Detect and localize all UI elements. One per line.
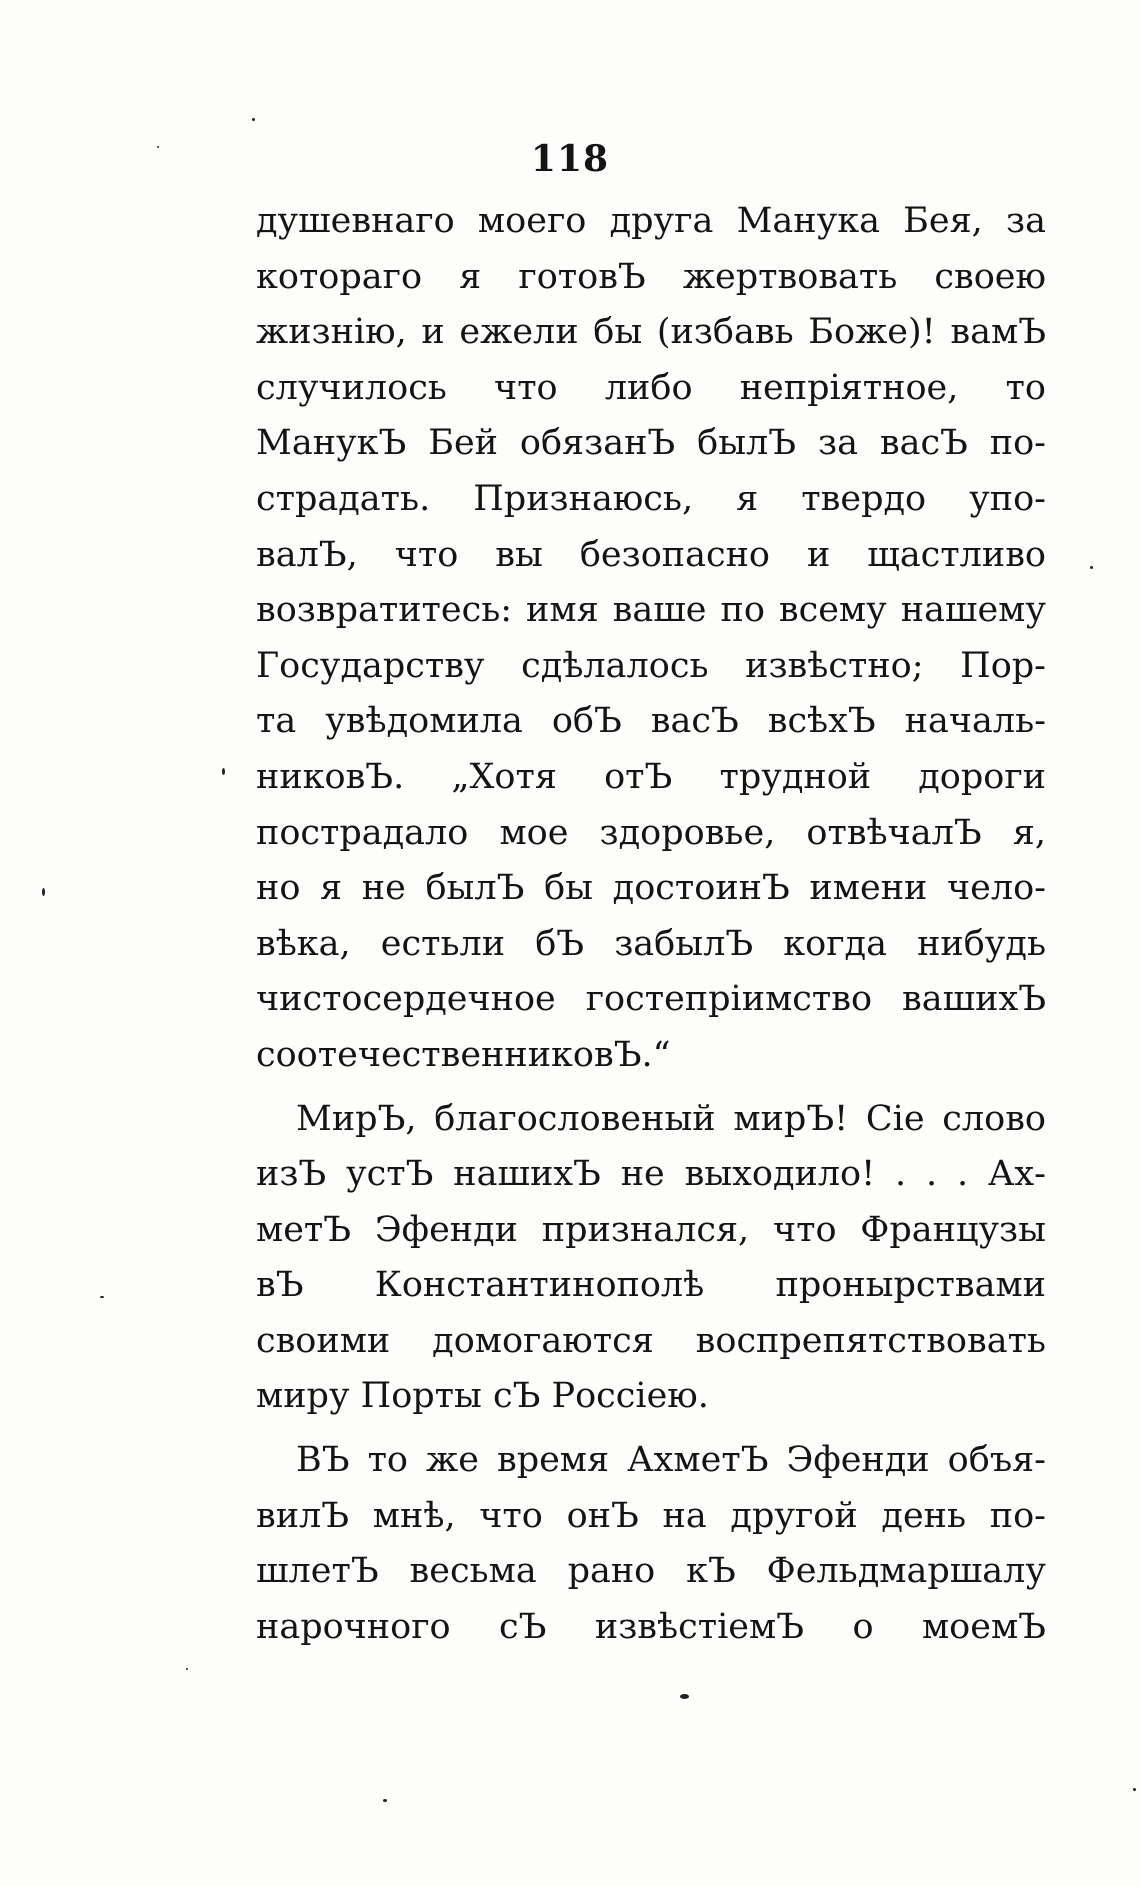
text-line: пострадало мое здоровье, отвѣчалЪ я, <box>256 812 1046 853</box>
text-line: миру Порты сЪ Россіею. <box>256 1376 709 1417</box>
scan-speck <box>222 768 225 775</box>
text-line: чистосердечное гостепріимство вашихЪ <box>256 979 1046 1020</box>
text-line: шлетЪ весьма рано кЪ Фельдмаршалу <box>256 1551 1046 1592</box>
paragraph-2 <box>256 1092 1046 1426</box>
text-line: случилось что либо непріятное, то <box>256 367 1046 408</box>
paragraph-1 <box>256 194 1046 1084</box>
text-line: возвратитесь: имя ваше по всему нашему <box>256 590 1046 631</box>
text-line: жизнію, и ежели бы (избавь Боже)! вамЪ <box>256 312 1046 353</box>
text-line: Государству сдѣлалось извѣстно; Пор- <box>256 645 1046 686</box>
text-line: котораго я готовЪ жертвовать своею <box>256 256 1046 297</box>
text-line: никовЪ. „Хотя отЪ трудной дороги <box>256 756 1046 797</box>
paragraph-gap <box>256 1084 1046 1092</box>
text-line: своими домогаются воспрепятствовать <box>256 1320 1046 1361</box>
scan-speck <box>100 1296 104 1298</box>
paragraph-3 <box>256 1433 1046 1655</box>
text-line: та увѣдомила обЪ васЪ всѣхЪ началь- <box>256 701 1046 742</box>
scan-speck <box>252 118 255 121</box>
text-line: вилЪ мнѣ, что онЪ на другой день по- <box>256 1495 1046 1536</box>
scan-speck <box>186 1668 188 1670</box>
scan-speck <box>383 1799 387 1802</box>
text-line: соотечественниковЪ.“ <box>256 1034 671 1075</box>
paragraph-gap <box>256 1425 1046 1433</box>
text-line: ВЪ то же время АхметЪ Эфенди объя- <box>296 1440 1046 1481</box>
text-line: изЪ устЪ нашихЪ не выходило! . . . Ах- <box>256 1154 1046 1195</box>
text-line: валЪ, что вы безопасно и щастливо <box>256 534 1046 575</box>
text-line: МанукЪ Бей обязанЪ былЪ за васЪ по- <box>256 423 1046 464</box>
scan-speck <box>1090 566 1093 569</box>
text-body <box>256 194 1046 1655</box>
text-line: МирЪ, благословеный мирЪ! Сіе слово <box>296 1098 1046 1139</box>
scan-speck <box>42 888 45 896</box>
text-line: вѣка, естьли бЪ забылЪ когда нибудь <box>256 923 1046 964</box>
text-line: вЪ Константинополѣ пронырствами <box>256 1265 1046 1306</box>
text-line: нарочного сЪ извѣстіемЪ о моемЪ <box>256 1606 1046 1647</box>
text-line: душевнаго моего друга Манука Бея, за <box>256 201 1046 241</box>
text-line: страдать. Признаюсь, я твердо упо- <box>256 478 1046 519</box>
scan-speck <box>680 1694 689 1699</box>
page-number: 118 <box>530 138 610 180</box>
text-line: но я не былЪ бы достоинЪ имени чело- <box>256 868 1046 909</box>
scan-speck <box>1133 1788 1136 1791</box>
scan-speck <box>157 146 159 148</box>
text-line: метЪ Эфенди признался, что Французы <box>256 1209 1046 1250</box>
